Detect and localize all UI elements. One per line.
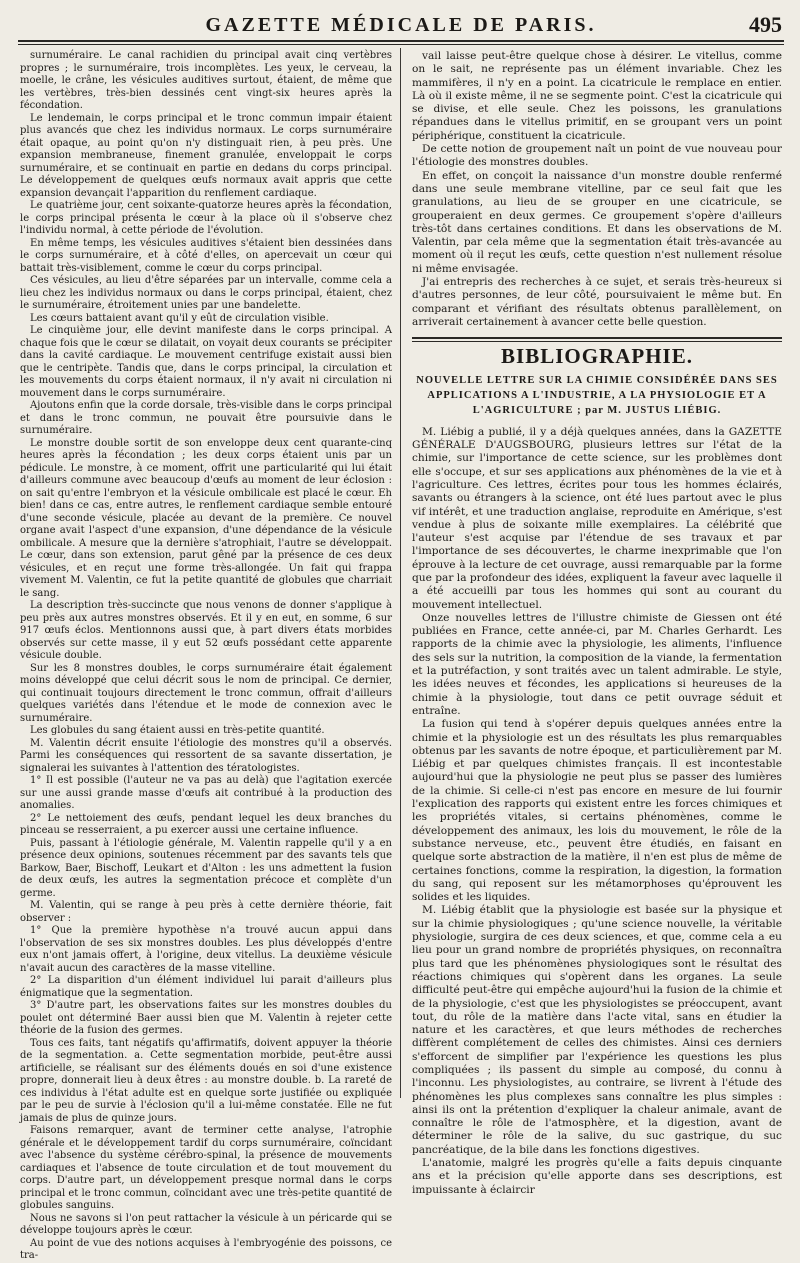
- page-header: [18, 10, 784, 44]
- paragraph: Nous ne savons si l'on peut rattacher la vésicule à un péricarde qui se développe toujours après le cœur.: [20, 1212, 392, 1236]
- paragraph: Sur les 8 monstres doubles, le corps surnuméraire était également moins développé que celui décrit sous le nom de principal. Ce dernier, qui continuait toujours directement le tronc commun, offrait d'ailleurs quelques variétés dans l'étendue et le mode de connexion avec le surnuméraire.: [20, 662, 392, 724]
- paragraph: L'anatomie, malgré les progrès qu'elle a faits depuis cinquante ans et la précision qu'elle apporte dans ses descriptions, est impuissante à éclaircir: [412, 1157, 782, 1196]
- paragraph: Le monstre double sortit de son enveloppe deux cent quarante-cinq heures après la fécondation ; les deux corps étaient unis par un pédicule. Le monstre, à ce moment, offrit une particularité qui lui était d'ailleurs commune avec beaucoup d'œufs au moment de leur éclosion : on sait qu'entre l'embryon et la vésicule ombilicale est placé le cœur. Eh bien! dans ce cas, entre autres, le renflement cardiaque semble entouré d'une seconde vésicule, placée au devant de la première. Ce nouvel organe avait l'aspect d'une expansion, d'une dépendance de la vésicule ombilicale. A mesure que la dernière s'atrophiait, l'autre se développait. Le cœur, dans son extension, parut gêné par la présence de ces deux vésicules, et en reçut une forme très-allongée. Un fait qui frappa vivement M. Valentin, ce fut la petite quantité de globules que charriait le sang.: [20, 437, 392, 599]
- paragraph: M. Valentin décrit ensuite l'étiologie des monstres qu'il a observés. Parmi les conséquences qui ressortent de sa savante dissertation, je signalerai les suivantes à l'attention des tératologistes.: [20, 737, 392, 774]
- section-rule: [412, 337, 782, 339]
- paragraph: Onze nouvelles lettres de l'illustre chimiste de Giessen ont été publiées en France, cette année-ci, par M. Charles Gerhardt. Les rapports de la chimie avec la physiologie, les aliments, l'influence des sels sur la nutrition, la composition de la viande, la fermentation et la putréfaction, y sont traités avec un talent admirable. Le style, les idées neuves et fécondes, les applications si heureuses de la chimie à la physiologie, tout dans ce petit ouvrage séduit et entraîne.: [412, 611, 782, 717]
- header-rule: [18, 40, 784, 42]
- paragraph: 1° Que la première hypothèse n'a trouvé aucun appui dans l'observation de ses six monstres doubles. Les plus développés d'entre eux n'ont jamais offert, à l'origine, deux vitellus. La deuxième vésicule n'avait aucun des caractères de la masse vitelline.: [20, 925, 392, 974]
- paragraph: M. Liébig établit que la physiologie est basée sur la physique et sur la chimie physiologiques ; qu'une science nouvelle, la véritable physiologie, surgira de ces deux sciences, et que, comme cela a eu lieu pour un grand nombre de propriétés physiques, on reconnaîtra plus tard que les phénomènes physiologiques sont le résultat des réactions chimiques qui s'opèrent dans les organes. La seule difficulté peut-être qui empêche aujourd'hui la fusion de la chimie et de la physiologie, c'est que les physiologistes se préoccupent, avant tout, du rôle de la matière dans l'acte vital, sans en étudier la nature et les caractères, et que leurs méthodes de recherches diffèrent complétement de celles des chimistes. Ainsi ces derniers s'efforcent de simplifier par l'expérience les questions les plus compliquées ; ils passent du simple au composé, du connu à l'inconnu. Les physiologistes, au contraire, se livrent à l'étude des phénomènes les plus complexes sans connaître les plus simples : ainsi ils ont la prétention d'expliquer la chaleur animale, avant de connaître le rôle de l'atmosphère, et la digestion, avant de déterminer le rôle de la salive, du suc gastrique, du suc pancréatique, de la bile dans les fonctions digestives.: [412, 904, 782, 1156]
- paragraph: Le cinquième jour, elle devint manifeste dans le corps principal. A chaque fois que le cœur se dilatait, on voyait deux courants se précipiter dans la cavité cardiaque. Le mouvement centrifuge existait aussi bien que le centripète. Tandis que, dans le corps principal, la circulation et les mouvements du corps étaient normaux, il n'y avait ni circulation ni mouvement dans le corps surnuméraire.: [20, 325, 392, 399]
- paragraph: Puis, passant à l'étiologie générale, M. Valentin rappelle qu'il y a en présence deux opinions, soutenues récemment par des savants tels que Barkow, Baer, Bischoff, Leukart et d'Alton : les uns admettent la fusion de deux œufs, les autres la segmentation précoce et complète d'un germe.: [20, 837, 392, 899]
- paragraph: De cette notion de groupement naît un point de vue nouveau pour l'étiologie des monstres doubles.: [412, 143, 782, 169]
- column-divider: [400, 48, 401, 1098]
- paragraph: Au point de vue des notions acquises à l'embryogénie des poissons, ce tra-: [20, 1237, 392, 1261]
- masthead-title: GAZETTE MÉDICALE DE PARIS.: [205, 14, 597, 36]
- page-number: 495: [749, 12, 782, 37]
- section-heading: BIBLIOGRAPHIE.: [501, 344, 693, 369]
- article-subtitle: NOUVELLE LETTRE SUR LA CHIMIE CONSIDÉRÉE DANS SES APPLICATIONS A L'INDUSTRIE, A LA PHYSIOLOGIE ET A L'AGRICULTURE ; par M. JUSTUS LIÉBIG.: [416, 374, 778, 416]
- paragraph: En même temps, les vésicules auditives s'étaient bien dessinées dans le corps surnuméraire, et à côté d'elles, on apercevait un cœur qui battait très-visiblement, comme le cœur du corps principal.: [20, 237, 392, 274]
- paragraph: Ajoutons enfin que la corde dorsale, très-visible dans le corps principal et dans le tronc commun, ne pouvait être poursuivie dans le surnuméraire.: [20, 400, 392, 436]
- paragraph: Les globules du sang étaient aussi en très-petite quantité.: [30, 725, 325, 736]
- right-column: [412, 50, 782, 1196]
- paragraph: 2° Le nettoiement des œufs, pendant lequel les deux branches du pinceau se resserraient, a pu exercer aussi une certaine influence.: [20, 812, 392, 836]
- paragraph: Les cœurs battaient avant qu'il y eût de circulation visible.: [30, 312, 329, 324]
- paragraph: vail laisse peut-être quelque chose à désirer. Le vitellus, comme on le sait, ne représente pas un élément invariable. Chez les mammifères, il n'y en a point. La cicatricule le remplace en entier. Là où il existe même, il ne se segmente point. C'est la cicatricule qui se divise, et elle seule. Chez les poissons, les granulations répandues dans le vitellus primitif, en se groupant vers un point périphérique, constituent la cicatricule.: [412, 50, 782, 142]
- section-rule-thin: [412, 341, 782, 342]
- paragraph: La description très-succincte que nous venons de donner s'applique à peu près aux autres monstres observés. Et il y en eut, en somme, 6 sur 917 œufs éclos. Mentionnons aussi que, à part divers états morbides observés sur cette masse, il y eut 52 œufs possédant cette apparente vésicule double.: [20, 600, 392, 661]
- left-column: [20, 50, 392, 1261]
- header-rule-thin: [18, 44, 784, 45]
- paragraph: Tous ces faits, tant négatifs qu'affirmatifs, doivent appuyer la théorie de la segmentation. a. Cette segmentation morbide, peut-être aussi artificielle, se réalisant sur des éléments doués en soi d'une existence propre, donnerait lieu à deux êtres : au monstre double. b. La rareté de ces individus à l'état adulte est en quelque sorte justifiée ou expliquée par le peu de survie à l'éclosion qu'il a lui-même constatée. Elle ne fut jamais de plus de quinze jours.: [20, 1037, 392, 1124]
- paragraph: Le lendemain, le corps principal et le tronc commun impair étaient plus avancés que chez les individus normaux. Le corps surnuméraire était opaque, au point qu'on n'y distinguait rien, à peu près. Une expansion membraneuse, finement granulée, enveloppait le corps surnuméraire, et se continuait en partie en dedans du corps principal. Le développement de quelques œufs normaux avait appris que cette expansion devançait l'apparition du renflement cardiaque.: [20, 112, 392, 199]
- paragraph: 1° Il est possible (l'auteur ne va pas au delà) que l'agitation exercée sur une aussi grande masse d'œufs ait contribué à la production des anomalies.: [20, 775, 392, 811]
- paragraph: M. Valentin, qui se range à peu près à cette dernière théorie, fait observer :: [20, 900, 392, 924]
- paragraph: 3° D'autre part, les observations faites sur les monstres doubles du poulet ont déterminé Baer aussi bien que M. Valentin à rejeter cette théorie de la fusion des germes.: [20, 1000, 392, 1036]
- paragraph: En effet, on conçoit la naissance d'un monstre double renfermé dans une seule membrane vitelline, par ce seul fait que les granulations, au lieu de se grouper en une cicatricule, se grouperaient en deux germes. Ce groupement s'opère d'ailleurs très-tôt dans certaines conditions. Et dans les observations de M. Valentin, par cela même que la segmentation était très-avancée au moment où il reçut les œufs, cette question n'est nullement résolue ni même envisagée.: [412, 169, 782, 275]
- paragraph: M. Liébig a publié, il y a déjà quelques années, dans la GAZETTE GÉNÉRALE D'AUGSBOURG, plusieurs lettres sur l'état de la chimie, sur l'importance de cette science, sur les problèmes dont elle s'occupe, et sur ses applications aux phénomènes de la vie et à l'agriculture. Ces lettres, écrites pour tous les hommes éclairés, savants ou étrangers à la science, ont été lues partout avec le plus vif intérêt, et une traduction anglaise, reproduite en Amérique, s'est vendue à plus de soixante mille exemplaires. La célébrité que l'auteur s'est acquise par l'étendue de ses travaux et par l'importance de ses découvertes, le charme inexprimable que l'on éprouve à la lecture de cet ouvrage, aussi remarquable par la forme que par la profondeur des idées, expliquent la faveur avec laquelle il a été accueilli par tous les hommes qui sont au courant du mouvement intellectuel.: [412, 425, 782, 611]
- paragraph: Le quatrième jour, cent soixante-quatorze heures après la fécondation, le corps principal présenta le cœur à la place où il s'observe chez l'individu normal, à cette période de l'évolution.: [20, 200, 392, 236]
- paragraph: 2° La disparition d'un élément individuel lui parait d'ailleurs plus énigmatique que la segmentation.: [20, 975, 392, 999]
- paragraph: La fusion qui tend à s'opérer depuis quelques années entre la chimie et la physiologie est un des résultats les plus remarquables obtenus par les savants de notre époque, et particulièrement par M. Liébig et par quelques chimistes français. Il est incontestable aujourd'hui que la physiologie ne peut plus se passer des lumières de la chimie. Si celle-ci n'est pas encore en mesure de lui fournir l'explication des rapports qui existent entre les forces chimiques et les propriétés vitales, si certains phénomènes, comme le développement des animaux, les lois du mouvement, le rôle de la substance nerveuse, etc., peuvent être étudiés, en faisant en quelque sorte abstraction de la matière, il n'en est plus de même de certaines fonctions, comme la respiration, la digestion, la formation du sang, qui reposent sur les métamorphoses qu'éprouvent les solides et les liquides.: [412, 718, 782, 904]
- paragraph: surnuméraire. Le canal rachidien du principal avait cinq vertèbres propres ; le surnuméraire, trois incomplètes. Les yeux, le cerveau, la moelle, le crâne, les vésicules auditives surtout, étaient, de même que les vertèbres, très-bien dessinés cent vingt-six heures après la fécondation.: [20, 50, 392, 111]
- paragraph: J'ai entrepris des recherches à ce sujet, et serais très-heureux si d'autres personnes, de leur côté, poursuivaient le même but. En comparant et vérifiant des résultats obtenus parallèlement, on arriverait certainement à avancer cette belle question.: [412, 276, 782, 328]
- paragraph: Faisons remarquer, avant de terminer cette analyse, l'atrophie générale et le développement tardif du corps surnuméraire, coïncidant avec l'absence du système cérébro-spinal, la présence de mouvements cardiaques et l'absence de toute circulation et de tout mouvement du corps. D'autre part, un développement presque normal dans le corps principal et le tronc commun, coïncidant avec une très-petite quantité de globules sanguins.: [20, 1125, 392, 1211]
- paragraph: Ces vésicules, au lieu d'être séparées par un intervalle, comme cela a lieu chez les individus normaux ou dans le corps principal, étaient, chez le surnuméraire, étroitement unies par une bandelette.: [20, 275, 392, 311]
